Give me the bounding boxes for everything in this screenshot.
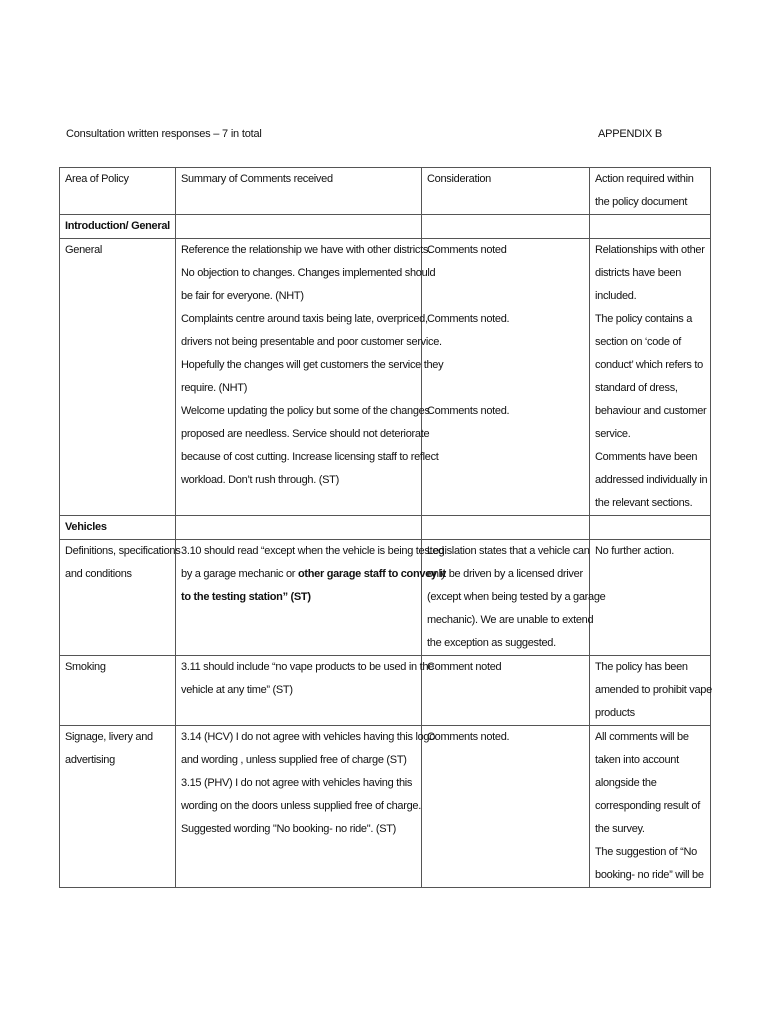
section-heading: Introduction/ General [60,215,176,239]
area-cell: Smoking [60,656,176,726]
summary-cell: 3.11 should include “no vape products to be used in the vehicle at any time” (ST) [176,656,422,726]
action-cell: No further action. [590,540,711,656]
appendix-label: APPENDIX B [597,128,662,140]
column-header-area: Area of Policy [60,168,176,215]
consideration-cell: Comments noted Comments noted. Comments noted. [422,239,590,516]
summary-cell: 3.10 should read “except when the vehicle is being tested by a garage mechanic or other garage staff to convey it to the testing station” (ST) [176,540,422,656]
table-row [60,239,711,516]
action-cell: The policy has been amended to prohibit vape products [590,656,711,726]
consideration-cell: Comments noted. [422,726,590,888]
area-cell: General [60,239,176,516]
table-row [60,726,711,888]
column-header-consideration: Consideration [422,168,590,215]
column-header-summary: Summary of Comments received [176,168,422,215]
column-header-action: Action required within the policy document [590,168,711,215]
summary-cell: Reference the relationship we have with other districts. No objection to changes. Changes implemented should be fair for everyone. (NHT) Complaints centre around taxis being late, overpriced, drivers not being presentable and poor customer service. Hopefully the changes will get customers the service they require. (NHT) Welcome updating the policy but some of the changes proposed are needless. Service should not deteriorate because of cost cutting. Increase licensing staff to reflect workload. Don’t rush through. (ST) [176,239,422,516]
area-cell: Signage, livery and advertising [60,726,176,888]
section-row-introduction [60,215,711,239]
consultation-table [59,167,711,888]
table-row [60,656,711,726]
section-row-vehicles [60,516,711,540]
consideration-cell: Comment noted [422,656,590,726]
page-header [60,128,710,146]
table-header-row [60,168,711,215]
table-row [60,540,711,656]
consideration-cell: Legislation states that a vehicle can only be driven by a licensed driver (except when being tested by a garage mechanic). We are unable to extend the exception as suggested. [422,540,590,656]
summary-cell: 3.14 (HCV) I do not agree with vehicles having this logo and wording , unless supplied free of charge (ST) 3.15 (PHV) I do not agree with vehicles having this wording on the doors unless supplied free of charge. Suggested wording "No booking- no ride". (ST) [176,726,422,888]
action-cell: Relationships with other districts have been included. The policy contains a section on ‘code of conduct’ which refers to standard of dress, behaviour and customer service. Comments have been addressed individually in the relevant sections. [590,239,711,516]
action-cell: All comments will be taken into account alongside the corresponding result of the survey. The suggestion of “No booking- no ride” will be [590,726,711,888]
document-title: Consultation written responses – 7 in total [66,128,262,140]
section-heading: Vehicles [60,516,176,540]
area-cell: Definitions, specifications and conditions [60,540,176,656]
